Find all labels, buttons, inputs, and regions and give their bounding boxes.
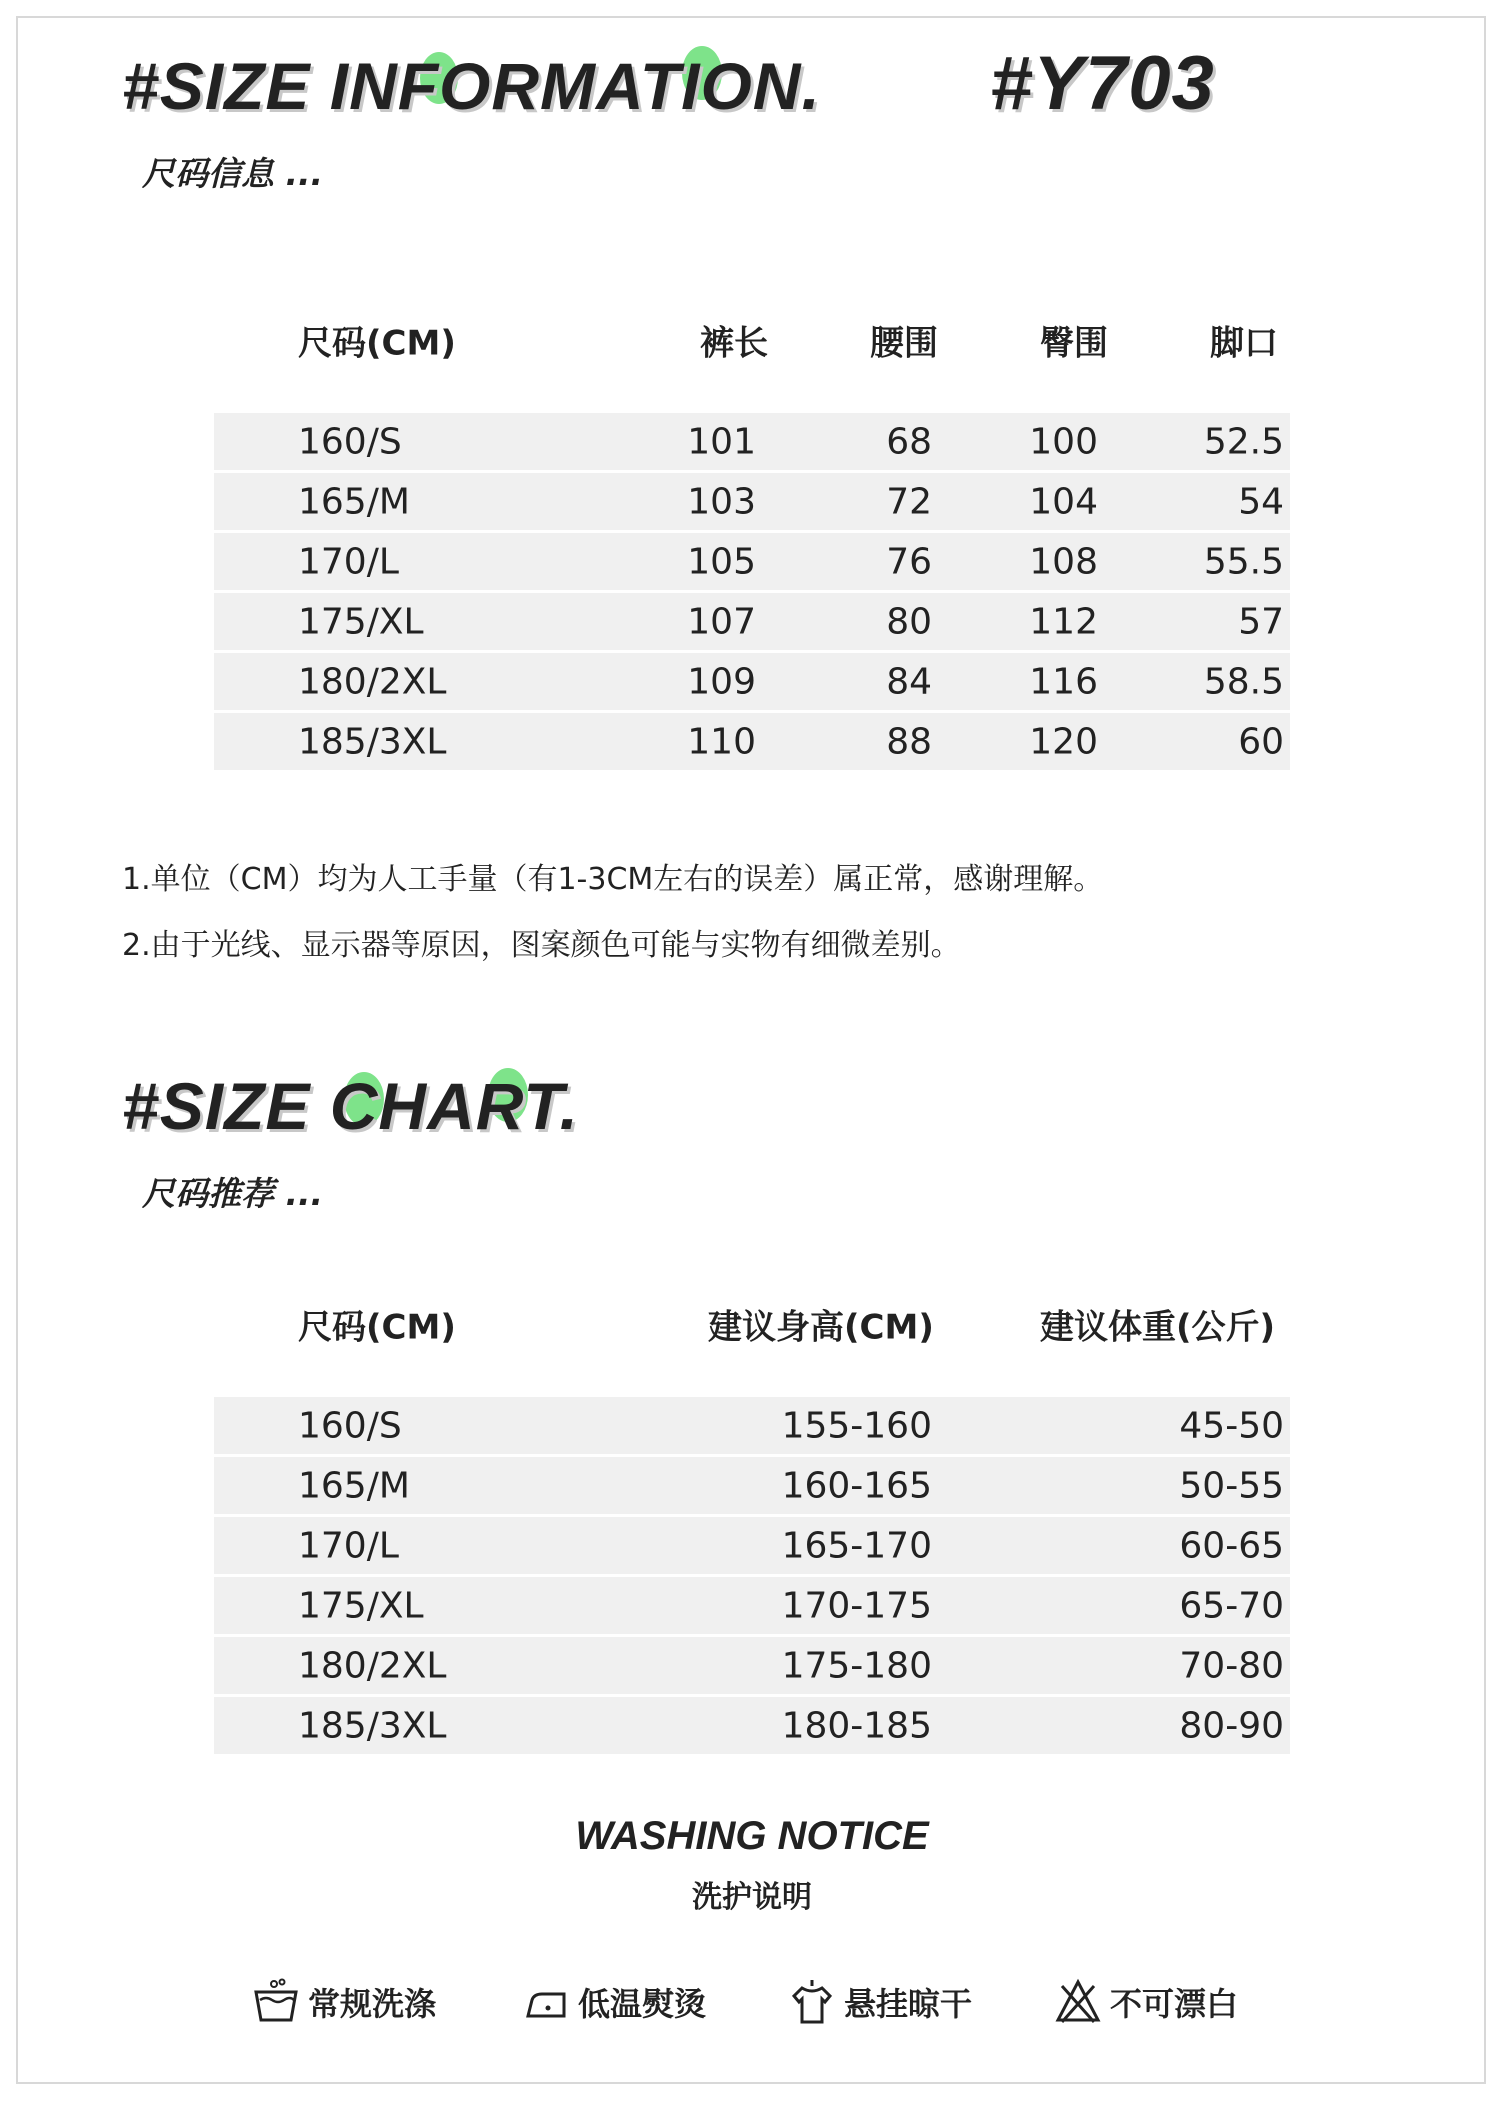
value-cell: 112 — [1029, 601, 1098, 642]
value-cell: 165-170 — [781, 1525, 932, 1566]
product-code: #Y703 — [990, 41, 1215, 126]
table-row — [214, 1397, 1290, 1454]
value-cell: 55.5 — [1203, 541, 1284, 582]
value-cell: 80 — [886, 601, 932, 642]
table-row — [214, 1637, 1290, 1694]
value-cell: 175-180 — [781, 1645, 932, 1686]
note-line-1: 1.单位（CM）均为人工手量（有1-3CM左右的误差）属正常，感谢理解。 — [122, 862, 1104, 897]
wash-basin-icon — [250, 1976, 302, 2028]
care-item-wash — [250, 1972, 436, 2032]
value-cell: 103 — [687, 481, 756, 522]
no-bleach-icon — [1052, 1976, 1104, 2028]
size-information-title: #SIZE INFORMATION. — [122, 49, 821, 123]
table-row — [214, 1577, 1290, 1634]
value-cell: 101 — [687, 421, 756, 462]
table-row — [214, 593, 1290, 650]
size-cell: 165/M — [298, 481, 410, 522]
size-cell: 180/2XL — [298, 1645, 447, 1686]
table-row — [214, 1517, 1290, 1574]
care-label-hang: 悬挂晾干 — [844, 1985, 973, 2023]
size-chart-title: #SIZE CHART. — [122, 1069, 579, 1143]
size-cell: 185/3XL — [298, 1705, 447, 1746]
note-line-2: 2.由于光线、显示器等原因，图案颜色可能与实物有细微差别。 — [122, 928, 961, 963]
value-cell: 170-175 — [781, 1585, 932, 1626]
care-label-no-bleach: 不可漂白 — [1110, 1985, 1239, 2023]
table-header — [214, 1294, 1290, 1354]
value-cell: 116 — [1029, 661, 1098, 702]
washing-notice-title: WASHING NOTICE — [575, 1814, 929, 1858]
value-cell: 52.5 — [1203, 421, 1284, 462]
column-header-length: 裤长 — [700, 323, 768, 364]
column-header-hip: 臀围 — [1040, 323, 1108, 364]
value-cell: 107 — [687, 601, 756, 642]
value-cell: 180-185 — [781, 1705, 932, 1746]
size-cell: 175/XL — [298, 1585, 424, 1626]
hanging-shirt-icon — [786, 1976, 838, 2028]
table-row — [214, 713, 1290, 770]
size-cell: 175/XL — [298, 601, 424, 642]
value-cell: 57 — [1238, 601, 1284, 642]
table-row — [214, 413, 1290, 470]
value-cell: 108 — [1029, 541, 1098, 582]
value-cell: 45-50 — [1179, 1405, 1284, 1446]
size-cell: 160/S — [298, 1405, 402, 1446]
value-cell: 109 — [687, 661, 756, 702]
value-cell: 68 — [886, 421, 932, 462]
value-cell: 65-70 — [1179, 1585, 1284, 1626]
table-row — [214, 533, 1290, 590]
table-row — [214, 473, 1290, 530]
column-header-weight: 建议体重(公斤) — [1040, 1307, 1276, 1348]
value-cell: 120 — [1029, 721, 1098, 762]
value-cell: 72 — [886, 481, 932, 522]
size-information-subtitle: 尺码信息 ... — [142, 154, 324, 193]
column-header-size: 尺码(CM) — [298, 323, 456, 364]
column-header-waist: 腰围 — [870, 323, 938, 364]
size-information-grid — [214, 310, 1290, 773]
washing-notice-subtitle: 洗护说明 — [692, 1880, 812, 1915]
value-cell: 50-55 — [1179, 1465, 1284, 1506]
table-row — [214, 1697, 1290, 1754]
table-row — [214, 653, 1290, 710]
value-cell: 58.5 — [1203, 661, 1284, 702]
iron-icon — [520, 1976, 572, 2028]
value-cell: 60 — [1238, 721, 1284, 762]
size-cell: 185/3XL — [298, 721, 447, 762]
size-cell: 180/2XL — [298, 661, 447, 702]
care-label-iron: 低温熨烫 — [578, 1985, 707, 2023]
care-item-no-bleach — [1052, 1972, 1238, 2032]
column-header-size: 尺码(CM) — [298, 1307, 456, 1348]
value-cell: 100 — [1029, 421, 1098, 462]
value-cell: 104 — [1029, 481, 1098, 522]
value-cell: 160-165 — [781, 1465, 932, 1506]
value-cell: 84 — [886, 661, 932, 702]
value-cell: 80-90 — [1179, 1705, 1284, 1746]
value-cell: 60-65 — [1179, 1525, 1284, 1566]
size-chart-grid — [214, 1294, 1290, 1757]
column-header-height: 建议身高(CM) — [708, 1307, 934, 1348]
value-cell: 155-160 — [781, 1405, 932, 1446]
size-cell: 170/L — [298, 1525, 399, 1566]
value-cell: 54 — [1238, 481, 1284, 522]
column-header-hem: 脚口 — [1210, 323, 1278, 364]
table-header — [214, 310, 1290, 370]
value-cell: 105 — [687, 541, 756, 582]
size-cell: 160/S — [298, 421, 402, 462]
care-item-hang — [786, 1972, 972, 2032]
care-item-iron — [520, 1972, 706, 2032]
care-label-wash: 常规洗涤 — [308, 1985, 437, 2023]
value-cell: 88 — [886, 721, 932, 762]
table-row — [214, 1457, 1290, 1514]
value-cell: 76 — [886, 541, 932, 582]
size-cell: 165/M — [298, 1465, 410, 1506]
size-cell: 170/L — [298, 541, 399, 582]
value-cell: 110 — [687, 721, 756, 762]
size-chart-subtitle: 尺码推荐 ... — [142, 1174, 324, 1213]
value-cell: 70-80 — [1179, 1645, 1284, 1686]
